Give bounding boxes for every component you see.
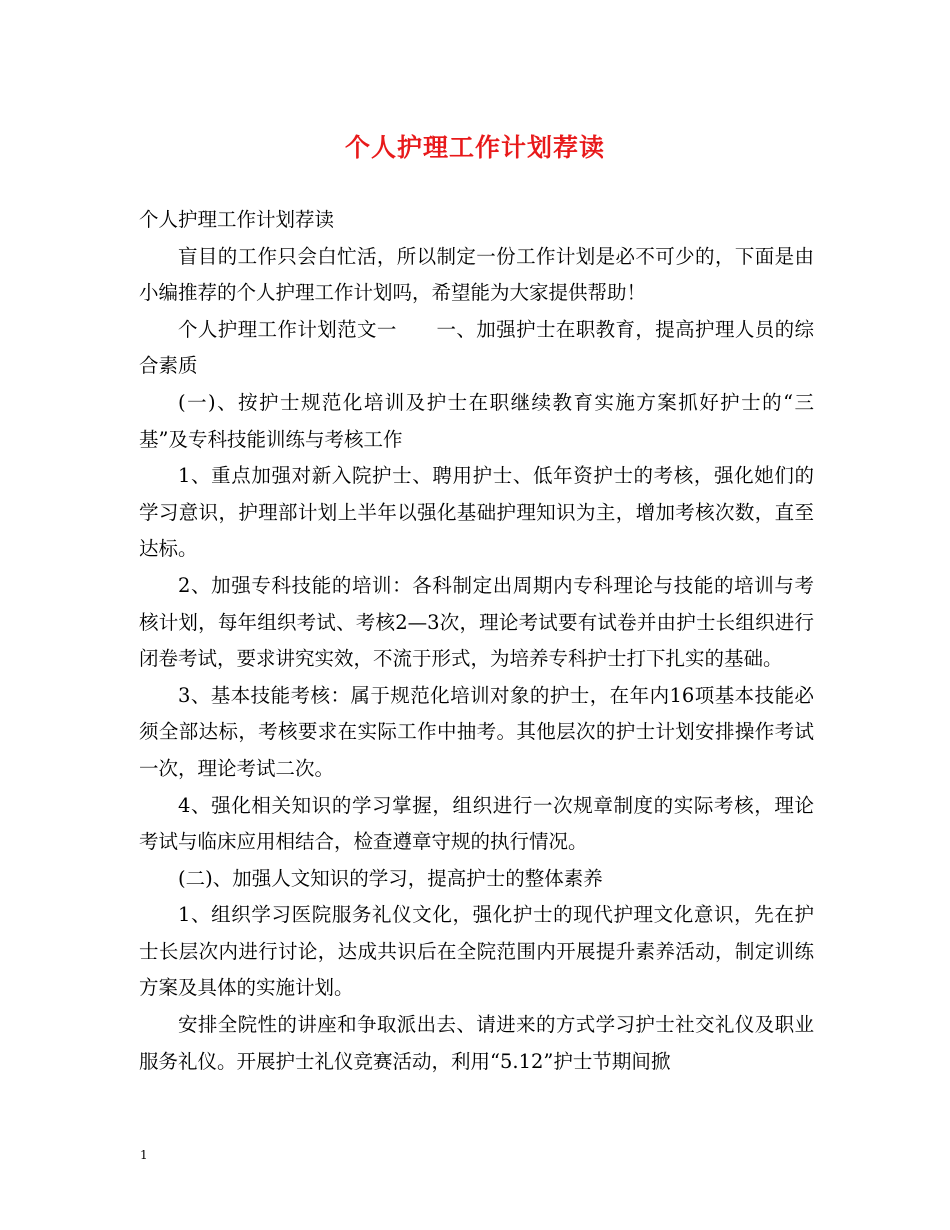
paragraph: 1、重点加强对新入院护士、聘用护士、低年资护士的考核，强化她们的学习意识，护理部计划上半年以强化基础护理知识为主，增加考核次数，直至达标。	[139, 464, 814, 561]
paragraph: (一)、按护士规范化培训及护士在职继续教育实施方案抓好护士的“三基”及专科技能训练与考核工作	[139, 390, 814, 451]
paragraph: 4、强化相关知识的学习掌握，组织进行一次规章制度的实际考核，理论考试与临床应用相结合，检查遵章守规的执行情况。	[139, 793, 814, 854]
paragraph: 个人护理工作计划荐读	[139, 208, 335, 231]
paragraph: 1、组织学习医院服务礼仪文化，强化护士的现代护理文化意识，先在护士长层次内进行讨论，达成共识后在全院范围内开展提升素养活动，制定训练方案及具体的实施计划。	[139, 903, 814, 1000]
document-title: 个人护理工作计划荐读	[344, 133, 605, 162]
paragraph: 3、基本技能考核：属于规范化培训对象的护士，在年内16项基本技能必须全部达标，考核要求在实际工作中抽考。其他层次的护士计划安排操作考试一次，理论考试二次。	[139, 683, 814, 780]
paragraph: (二)、加强人文知识的学习，提高护士的整体素养	[178, 866, 603, 890]
paragraph: 2、加强专科技能的培训：各科制定出周期内专科理论与技能的培训与考核计划，每年组织考试、考核2—3次，理论考试要有试卷并由护士长组织进行闭卷考试，要求讲究实效，不流于形式，为培养专科护士打下扎实的基础。	[139, 573, 814, 671]
paragraph: 安排全院性的讲座和争取派出去、请进来的方式学习护士社交礼仪及职业服务礼仪。开展护士礼仪竞赛活动，利用“5.12”护士节期间掀	[139, 1013, 814, 1073]
document-body	[139, 202, 814, 1080]
paragraph: 盲目的工作只会白忙活，所以制定一份工作计划是必不可少的，下面是由小编推荐的个人护理工作计划吗，希望能为大家提供帮助！	[139, 244, 814, 305]
page-number: 1	[140, 1148, 148, 1162]
paragraph: 个人护理工作计划范文一 一、加强护士在职教育，提高护理人员的综合素质	[139, 317, 814, 378]
